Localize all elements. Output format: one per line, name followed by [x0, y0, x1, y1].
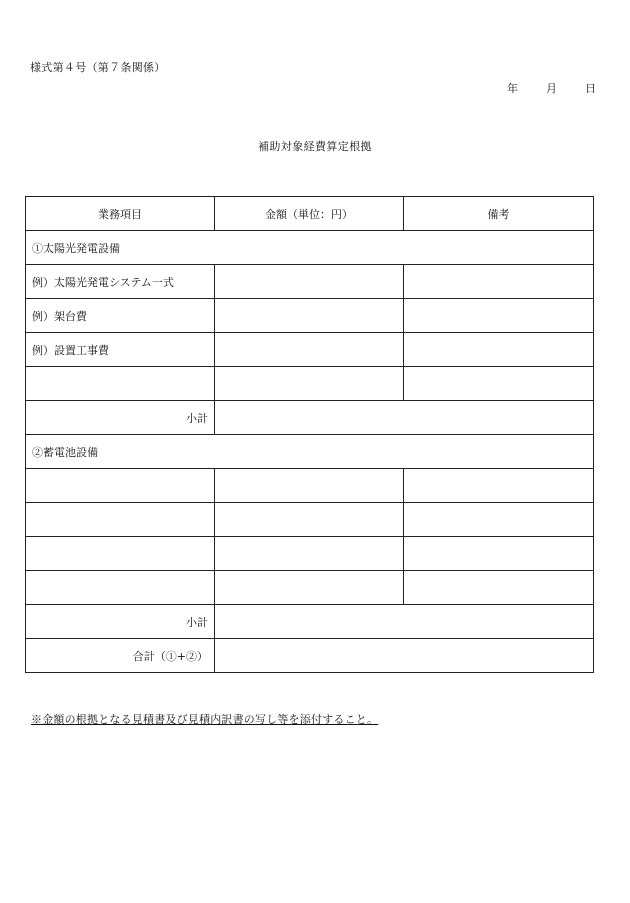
item-cell[interactable] — [26, 469, 215, 503]
item-cell[interactable]: 例）架台費 — [26, 299, 215, 333]
amount-cell[interactable] — [215, 299, 404, 333]
expense-breakdown-table — [25, 196, 594, 673]
table-row — [26, 571, 594, 605]
table-row — [26, 469, 594, 503]
section-label-battery: ②蓄電池設備 — [26, 435, 594, 469]
subtotal-value-battery[interactable] — [215, 605, 594, 639]
table-row — [26, 503, 594, 537]
date-month-label: 月 — [546, 82, 557, 95]
item-cell[interactable]: 例）太陽光発電システム一式 — [26, 265, 215, 299]
remarks-cell[interactable] — [404, 265, 594, 299]
total-label: 合計（①+②） — [26, 639, 215, 673]
remarks-cell[interactable] — [404, 571, 594, 605]
amount-cell[interactable] — [215, 469, 404, 503]
section-label-solar: ①太陽光発電設備 — [26, 231, 594, 265]
remarks-cell[interactable] — [404, 503, 594, 537]
remarks-cell[interactable] — [404, 299, 594, 333]
amount-cell[interactable] — [215, 571, 404, 605]
date-day-label: 日 — [585, 82, 596, 95]
table-row — [26, 537, 594, 571]
amount-cell[interactable] — [215, 265, 404, 299]
amount-cell[interactable] — [215, 333, 404, 367]
table-row — [26, 265, 594, 299]
section-row-battery — [26, 435, 594, 469]
header-amount: 金額（単位：円） — [215, 197, 404, 231]
subtotal-row-solar — [26, 401, 594, 435]
header-task-item: 業務項目 — [26, 197, 215, 231]
remarks-cell[interactable] — [404, 367, 594, 401]
amount-cell[interactable] — [215, 503, 404, 537]
date-year-label: 年 — [507, 82, 518, 95]
subtotal-value-solar[interactable] — [215, 401, 594, 435]
table-header-row — [26, 197, 594, 231]
remarks-cell[interactable] — [404, 333, 594, 367]
remarks-cell[interactable] — [404, 537, 594, 571]
item-cell[interactable] — [26, 571, 215, 605]
total-value[interactable] — [215, 639, 594, 673]
subtotal-label-solar: 小計 — [26, 401, 215, 435]
form-number: 様式第４号（第７条関係） — [30, 61, 166, 74]
subtotal-row-battery — [26, 605, 594, 639]
remarks-cell[interactable] — [404, 469, 594, 503]
header-remarks: 備考 — [404, 197, 594, 231]
item-cell[interactable] — [26, 367, 215, 401]
total-row — [26, 639, 594, 673]
section-row-solar — [26, 231, 594, 265]
table-row — [26, 367, 594, 401]
document-title: 補助対象経費算定根拠 — [258, 140, 372, 153]
amount-cell[interactable] — [215, 537, 404, 571]
table-row — [26, 333, 594, 367]
item-cell[interactable]: 例）設置工事費 — [26, 333, 215, 367]
item-cell[interactable] — [26, 503, 215, 537]
table-row — [26, 299, 594, 333]
subtotal-label-battery: 小計 — [26, 605, 215, 639]
date-line — [507, 80, 596, 96]
attachment-footnote: ※金額の根拠となる見積書及び見積内訳書の写し等を添付すること。 — [31, 713, 379, 726]
item-cell[interactable] — [26, 537, 215, 571]
amount-cell[interactable] — [215, 367, 404, 401]
